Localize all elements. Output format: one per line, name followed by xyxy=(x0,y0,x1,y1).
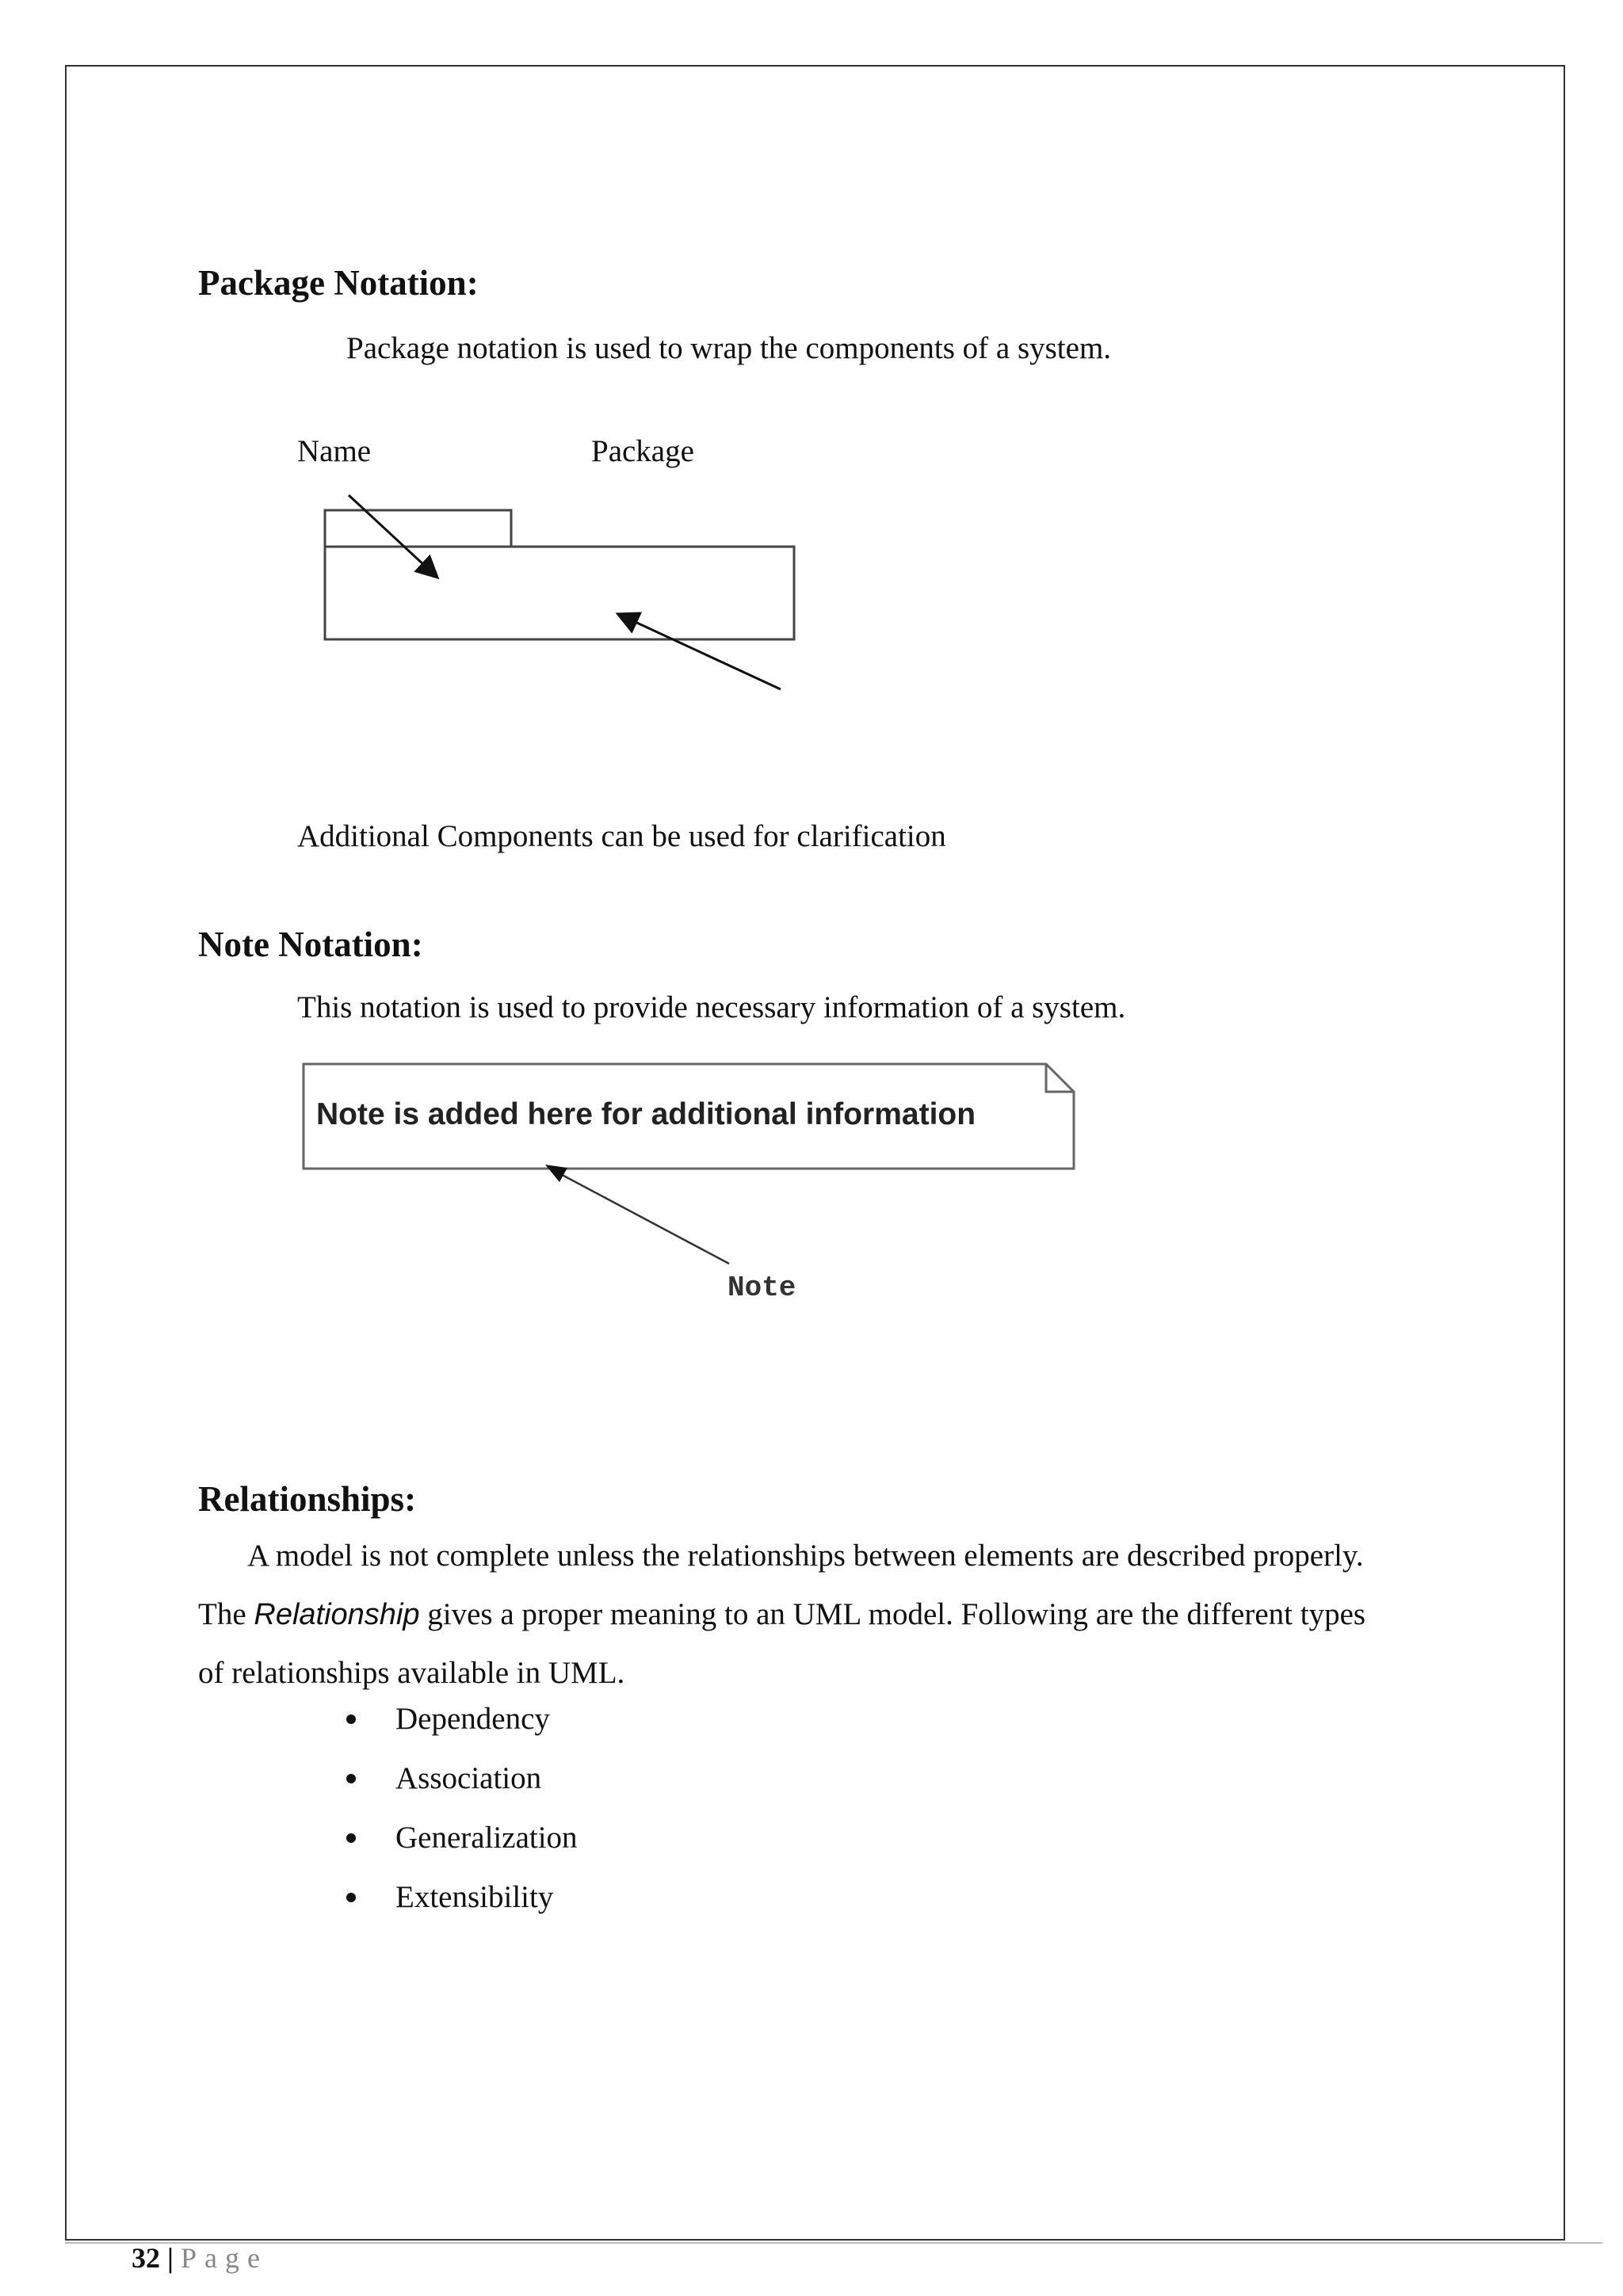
package-tab xyxy=(325,510,511,547)
package-caption: Additional Components can be used for clarification xyxy=(297,819,946,853)
package-body xyxy=(325,547,794,639)
list-item xyxy=(346,1702,578,1761)
note-notation-heading: Note Notation: xyxy=(198,925,423,964)
note-label: Note xyxy=(727,1272,796,1304)
footer-separator: | xyxy=(167,2242,174,2274)
list-item xyxy=(346,1821,578,1880)
relationships-heading: Relationships: xyxy=(198,1479,417,1519)
package-package-label: Package xyxy=(591,434,694,468)
list-item-text: Generalization xyxy=(395,1821,578,1855)
package-notation-heading: Package Notation: xyxy=(198,263,479,303)
note-arrow xyxy=(531,1157,745,1276)
bullet-icon xyxy=(346,1774,356,1783)
page-word: Page xyxy=(180,2242,268,2274)
page-footer xyxy=(132,2244,268,2272)
paragraph-line-3: of relationships available in UML. xyxy=(198,1656,625,1690)
bullet-icon xyxy=(346,1893,356,1902)
note-box-text: Note is added here for additional information xyxy=(316,1097,976,1131)
list-item-text: Association xyxy=(395,1761,542,1795)
paragraph-line-1: A model is not complete unless the relationships between elements are described properly. xyxy=(247,1539,1364,1573)
package-arrow xyxy=(620,615,781,689)
list-item-text: Extensibility xyxy=(395,1880,554,1914)
package-name-label: Name xyxy=(297,434,372,468)
paragraph-line-2 xyxy=(198,1585,1450,1644)
paragraph-line-2-end: gives a proper meaning to an UML model. Following are the different types xyxy=(419,1597,1366,1631)
bullet-icon xyxy=(346,1714,356,1724)
relationship-types-list xyxy=(346,1702,578,1939)
list-item-text: Dependency xyxy=(395,1702,550,1736)
name-arrow xyxy=(349,495,436,576)
relationships-paragraph xyxy=(198,1527,1450,1703)
list-item xyxy=(346,1761,578,1821)
page-number: 32 xyxy=(132,2242,160,2274)
list-item xyxy=(346,1880,578,1939)
paragraph-line-2-start: The xyxy=(198,1597,254,1631)
footer-rule xyxy=(65,2242,1602,2244)
package-diagram xyxy=(301,491,808,705)
relationship-italic-term: Relationship xyxy=(254,1598,420,1631)
bullet-icon xyxy=(346,1833,356,1843)
package-notation-description: Package notation is used to wrap the components of a system. xyxy=(346,331,1112,365)
note-notation-description: This notation is used to provide necessary information of a system. xyxy=(297,990,1126,1024)
